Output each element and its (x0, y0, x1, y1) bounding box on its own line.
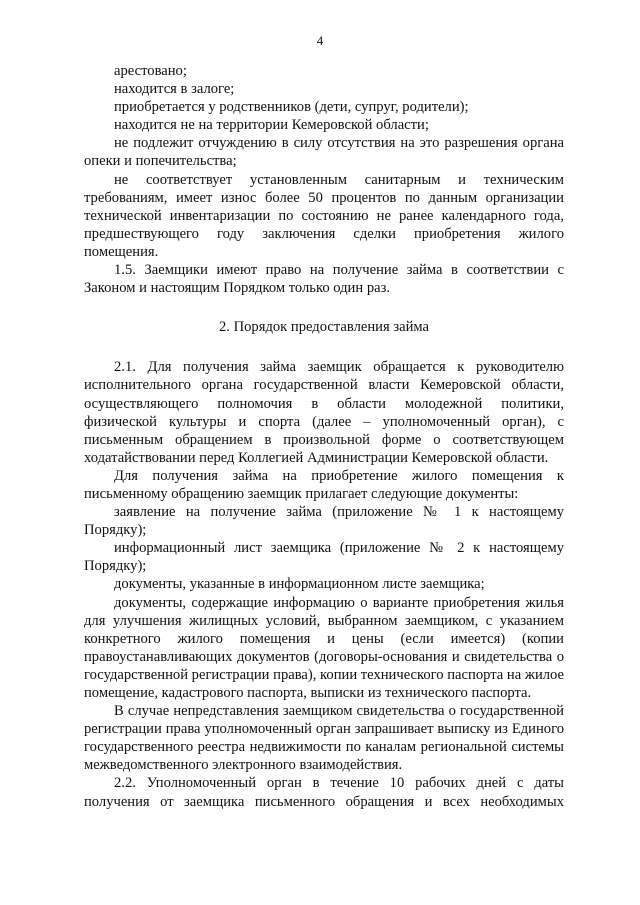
paragraph-list-item: документы, указанные в информационном листе заемщика; (114, 576, 485, 593)
paragraph-list-item: находится не на территории Кемеровской области; (114, 117, 429, 134)
paragraph-list-item: находится в залоге; (114, 81, 235, 98)
paragraph-list-item: документы, содержащие информацию о варианте приобретения жилья для улучшения жилищных условий, выбранном заемщиком, с указанием конкретного жилого помещения и цены (если имеется) (копии правоустанавливающих документов (договоры-основания и свидетельства о государственной регистрации права), копии технического паспорта на жилое помещение, кадастрового паспорта, выписки из технического паспорта. (84, 594, 564, 701)
paragraph-list-item: не подлежит отчуждению в силу отсутствия на это разрешения органа опеки и попечительства; (84, 135, 564, 170)
paragraph-list-item: приобретается у родственников (дети, супруг, родители); (114, 99, 469, 116)
section-heading: 2. Порядок предоставления займа (219, 319, 429, 336)
document-body (84, 62, 564, 811)
paragraph-list-item: заявление на получение займа (приложение № 1 к настоящему Порядку); (84, 504, 564, 539)
paragraph-list-item: арестовано; (114, 63, 187, 79)
paragraph-clause-2-2: 2.2. Уполномоченный орган в течение 10 рабочих дней с даты получения от заемщика письменного обращения и всех необходимых (84, 775, 564, 810)
paragraph-clause-1-5: 1.5. Заемщики имеют право на получение займа в соответствии с Законом и настоящим Порядком только один раз. (84, 262, 564, 297)
paragraph-list-item: информационный лист заемщика (приложение № 2 к настоящему Порядку); (84, 540, 564, 575)
page-number: 4 (316, 33, 324, 48)
paragraph: Для получения займа на приобретение жилого помещения к письменному обращению заемщик прилагает следующие документы: (84, 467, 564, 502)
paragraph: В случае непредставления заемщиком свидетельства о государственной регистрации права уполномоченный орган запрашивает выписку из Единого государственного реестра недвижимости по каналам региональной системы межведомственного электронного взаимодействия. (84, 703, 564, 774)
paragraph-clause-2-1: 2.1. Для получения займа заемщик обращается к руководителю исполнительного органа государственной власти Кемеровской области, осуществляющего полномочия в области молодежной политики, физической культуры и спорта (далее – уполномоченный орган), с письменным обращением в произвольной форме о соответствующем ходатайствовании перед Коллегией Администрации Кемеровской области. (84, 359, 564, 466)
paragraph-list-item: не соответствует установленным санитарным и техническим требованиям, имеет износ более 50 процентов по данным организации технической инвентаризации по состоянию не ранее календарного года, предшествующего году заключения сделки приобретения жилого помещения. (84, 171, 564, 260)
